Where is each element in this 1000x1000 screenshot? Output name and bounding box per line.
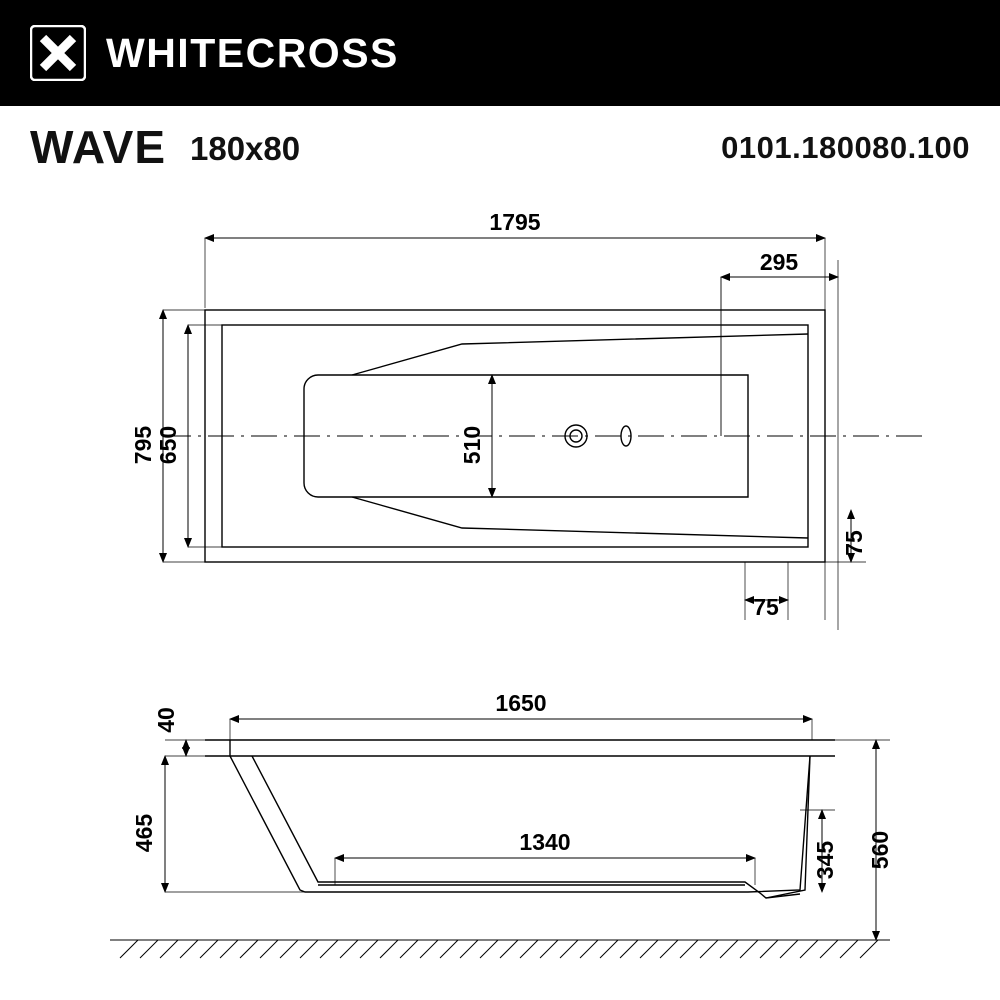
dim-label-650: 650 [155, 425, 181, 465]
technical-drawing [0, 190, 1000, 1000]
dim-label-40: 40 [153, 707, 179, 733]
dim-label-75-bottom: 75 [753, 594, 779, 620]
dim-label-75-right: 75 [841, 530, 867, 556]
model-code: 0101.180080.100 [721, 130, 970, 165]
title-row [0, 106, 1000, 186]
model-size: 180x80 [190, 130, 301, 167]
dim-label-1340: 1340 [519, 829, 571, 855]
dim-label-510: 510 [459, 425, 485, 465]
dim-label-795: 795 [130, 425, 156, 465]
dim-label-1795: 1795 [489, 209, 541, 235]
dim-label-560: 560 [867, 830, 893, 870]
dim-label-465: 465 [131, 813, 157, 853]
ground-hatching [110, 940, 890, 958]
header-bar [0, 0, 1000, 106]
brand-name: WHITECROSS [106, 29, 399, 76]
dim-label-345: 345 [812, 840, 838, 880]
dim-label-1650: 1650 [495, 690, 547, 716]
dim-label-295: 295 [759, 249, 799, 275]
page-title: WAVE [30, 121, 167, 173]
front-section-outline [205, 740, 835, 898]
x-cross-logo-icon [30, 25, 86, 81]
